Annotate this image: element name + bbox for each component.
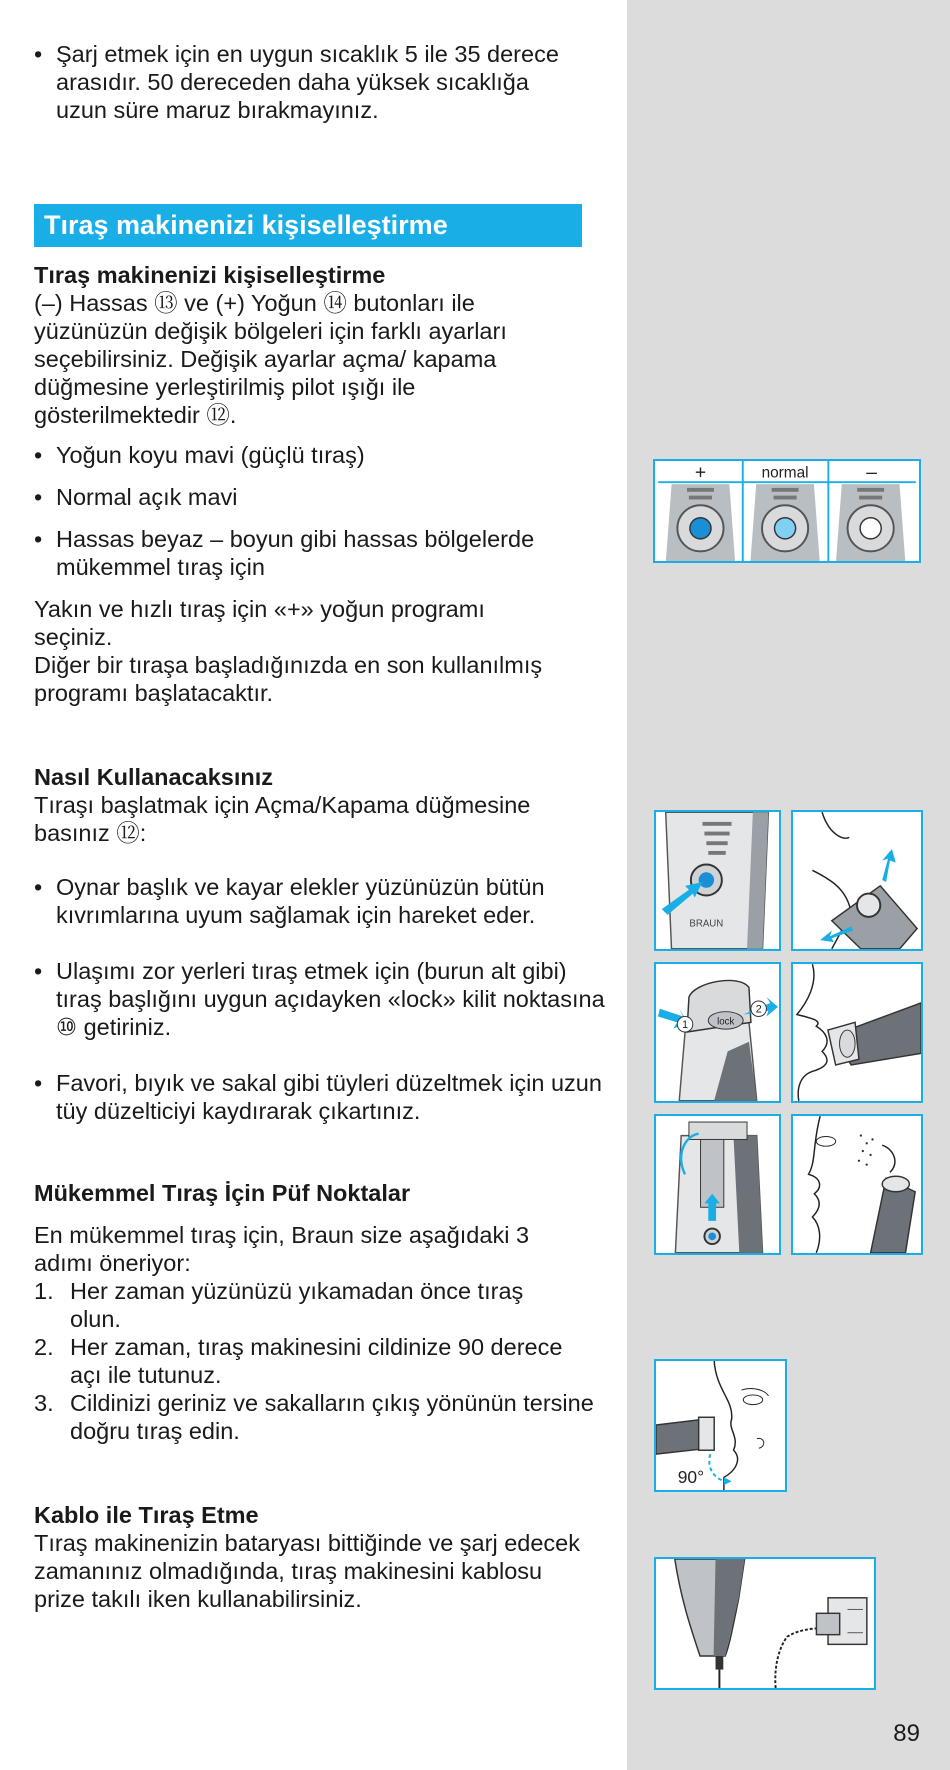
page-number: 89 xyxy=(893,1720,920,1747)
section-banner: Tıraş makinenizi kişiselleştirme xyxy=(34,204,582,247)
personalize-heading: Tıraş makinenizi kişiselleştirme xyxy=(34,262,386,288)
step-number: 2. xyxy=(34,1334,54,1360)
step-number: 3. xyxy=(34,1390,54,1416)
mode-light-illustration xyxy=(653,459,921,563)
brand-label: BRAUN xyxy=(689,918,724,930)
trimmer-illustration xyxy=(654,1114,781,1255)
angle-illustration xyxy=(654,1359,787,1492)
neck-shaving-illustration xyxy=(791,810,923,951)
cable-heading: Kablo ile Tıraş Etme xyxy=(34,1502,259,1528)
usage-heading: Nasıl Kullanacaksınız xyxy=(34,764,274,790)
tips-heading: Mükemmel Tıraş İçin Püf Noktalar xyxy=(34,1180,411,1206)
sideburn-trim-illustration xyxy=(791,1114,923,1255)
step-text: Her zaman yüzünüzü yıkamadan önce tıraş olun. xyxy=(70,1278,524,1332)
main-content xyxy=(34,40,605,1613)
list-item: • Yoğun koyu mavi (güçlü tıraş) xyxy=(34,441,594,469)
power-button-illustration xyxy=(654,810,781,951)
mode-light-normal xyxy=(775,518,796,539)
shaver-body-plus xyxy=(666,484,735,561)
list-item: • Normal açık mavi xyxy=(34,483,594,511)
mode-light-minus xyxy=(860,518,881,539)
shaver-body-minus xyxy=(836,484,905,561)
list-item xyxy=(34,1277,580,1333)
list-item xyxy=(34,1333,580,1389)
cable-text: Tıraş makinenizin bataryası bittiğinde ve şarj edecek zamanınız olmadığında, tıraş makinesini kablosu prize takılı iken kullanabilirsiniz. xyxy=(34,1530,580,1612)
charging-note: • Şarj etmek için en uygun sıcaklık 5 ile 35 derece arasıdır. 50 dereceden daha yüksek sıcaklığa uzun süre maruz bırakmayınız. xyxy=(34,40,576,124)
under-nose-illustration xyxy=(791,962,923,1103)
angle-label: 90° xyxy=(677,1467,705,1488)
step-text: Cildinizi geriniz ve sakalların çıkış yönünün tersine doğru tıraş edin. xyxy=(70,1390,594,1444)
mode-label-plus: + xyxy=(694,462,707,484)
lock-head-illustration xyxy=(654,962,781,1103)
mode-label-minus: – xyxy=(866,462,877,484)
step-mark-1: 1 xyxy=(682,1019,689,1032)
list-item: • Ulaşımı zor yerleri tıraş etmek için (burun alt gibi) tıraş başlığını uygun açıdayken «lock» kilit noktasına ⑩ getiriniz. xyxy=(34,957,616,1041)
mode-light-plus xyxy=(690,518,711,539)
personalize-outro-2: Diğer bir tıraşa başladığınızda en son kullanılmış programı başlatacaktır. xyxy=(34,652,543,706)
lock-label: lock xyxy=(717,1016,735,1028)
personalize-outro-1: Yakın ve hızlı tıraş için «+» yoğun programı seçiniz. xyxy=(34,596,485,650)
step-text: Her zaman, tıraş makinesini cildinize 90 derece açı ile tutunuz. xyxy=(70,1334,563,1388)
cable-illustration xyxy=(654,1557,876,1690)
step-number: 1. xyxy=(34,1278,54,1304)
mode-label-normal: normal xyxy=(761,464,809,482)
list-item: • Oynar başlık ve kayar elekler yüzünüzün bütün kıvrımlarına uyum sağlamak için hareket eder. xyxy=(34,873,616,929)
tips-intro: En mükemmel tıraş için, Braun size aşağıdaki 3 adımı öneriyor: xyxy=(34,1222,530,1276)
mode-light-drawing xyxy=(655,461,919,561)
list-item xyxy=(34,1389,600,1445)
step-mark-2: 2 xyxy=(755,1003,762,1016)
shaver-body-normal xyxy=(750,484,819,561)
personalize-intro: (–) Hassas ⑬ ve (+) Yoğun ⑭ butonları ile yüzünüzün değişik bölgeleri için farklı ayarları seçebilirsiniz. Değişik ayarlar açma/ kapama düğmesine yerleştirilmiş pilot ışığı ile gösterilmektedir ⑫. xyxy=(34,290,507,428)
usage-intro: Tıraşı başlatmak için Açma/Kapama düğmesine basınız ⑫: xyxy=(34,792,531,846)
list-item: • Favori, bıyık ve sakal gibi tüyleri düzeltmek için uzun tüy düzelticiyi kaydırarak çıkartınız. xyxy=(34,1069,616,1125)
list-item: • Hassas beyaz – boyun gibi hassas bölgelerde mükemmel tıraş için xyxy=(34,525,576,581)
